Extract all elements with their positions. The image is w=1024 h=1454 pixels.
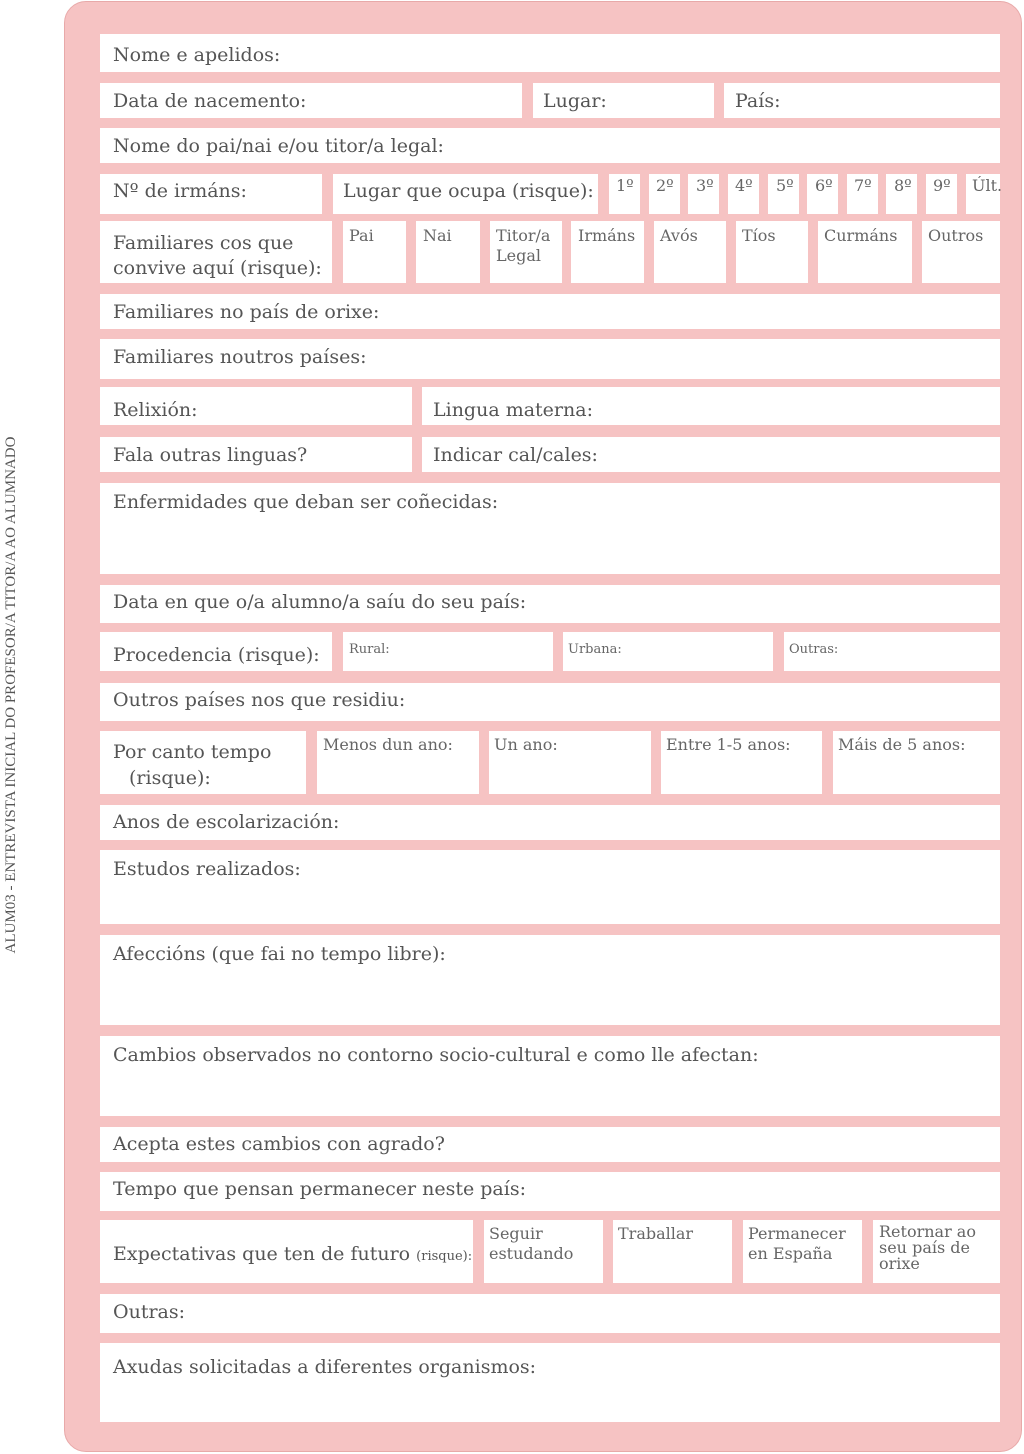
order-option-1-label: 1º: [616, 176, 634, 195]
future-option-keep-studying-line2: estudando: [489, 1244, 574, 1263]
order-option-2-label: 2º: [656, 176, 674, 195]
cohabiting-family-label-line2: convive aquí (risque):: [113, 257, 322, 279]
schooling-years-label: Anos de escolarización:: [113, 811, 340, 833]
cohabiting-family-label-line1: Familiares cos que: [113, 232, 294, 254]
order-option-last-label: Últ.: [972, 176, 1003, 195]
country-label: País:: [735, 90, 781, 112]
illnesses-label: Enfermidades que deban ser coñecidas:: [113, 491, 499, 513]
origin-type-label: Procedencia (risque):: [113, 644, 320, 666]
family-option-father-label: Pai: [349, 226, 374, 245]
future-option-stay-spain-line2: en España: [748, 1244, 833, 1263]
studies-label: Estudos realizados:: [113, 858, 301, 880]
other-expectations-field[interactable]: [100, 1294, 1000, 1333]
order-option-9-label: 9º: [933, 176, 951, 195]
family-option-grandparents-label: Avós: [660, 226, 698, 245]
family-option-others-label: Outros: [928, 226, 984, 245]
accepts-changes-label: Acepta estes cambios con agrado?: [113, 1133, 445, 1155]
mother-tongue-label: Lingua materna:: [433, 399, 593, 421]
expectations-note: (risque):: [416, 1249, 473, 1264]
duration-label-line1: Por canto tempo: [113, 741, 272, 763]
form-code-label: ALUM03 - ENTREVISTA INICIAL DO PROFESOR/A TITOR/A AO ALUMNADO: [3, 436, 19, 954]
family-origin-country-label: Familiares no país de orixe:: [113, 301, 380, 323]
order-option-8-label: 8º: [894, 176, 912, 195]
birth-place-label: Lugar:: [543, 90, 607, 112]
siblings-count-label: Nº de irmáns:: [113, 180, 247, 202]
future-option-work-label: Traballar: [618, 1224, 694, 1243]
expectations-label: [113, 1242, 472, 1269]
expectations-label-text: Expectativas que ten de futuro: [113, 1243, 411, 1265]
stay-duration-label: Tempo que pensan permanecer neste país:: [113, 1178, 526, 1200]
family-option-siblings-label: Irmáns: [578, 226, 636, 245]
duration-option-less-one-label: Menos dun ano:: [323, 735, 453, 754]
origin-option-urban-label: Urbana:: [568, 642, 622, 657]
changes-label: Cambios observados no contorno socio-cultural e como lle afectan:: [113, 1044, 759, 1066]
future-option-return-home-line2: seu país de: [879, 1238, 970, 1257]
family-option-cousins-label: Curmáns: [824, 226, 898, 245]
order-option-6-label: 6º: [815, 176, 833, 195]
order-option-3-label: 3º: [696, 176, 714, 195]
requested-aid-label: Axudas solicitadas a diferentes organismos:: [113, 1356, 537, 1378]
which-languages-label: Indicar cal/cales:: [433, 444, 598, 466]
religion-label: Relixión:: [113, 399, 198, 421]
order-option-5-label: 5º: [776, 176, 794, 195]
future-option-stay-spain-line1: Permanecer: [748, 1224, 846, 1243]
duration-option-more-five-label: Máis de 5 anos:: [838, 735, 966, 754]
departure-date-label: Data en que o/a alumno/a saíu do seu país:: [113, 591, 527, 613]
future-option-return-home-line3: orixe: [879, 1254, 920, 1273]
hobbies-label: Afeccións (que fai no tempo libre):: [113, 943, 446, 965]
order-option-7-label: 7º: [854, 176, 872, 195]
birth-order-label: Lugar que ocupa (risque):: [343, 180, 594, 202]
other-languages-label: Fala outras linguas?: [113, 444, 308, 466]
duration-option-1-5-label: Entre 1-5 anos:: [666, 735, 791, 754]
future-option-keep-studying-line1: Seguir: [489, 1224, 543, 1243]
origin-option-rural-label: Rural:: [349, 642, 390, 657]
name-label: Nome e apelidos:: [113, 44, 281, 66]
future-option-return-home-line1: Retornar ao: [879, 1222, 976, 1241]
family-option-uncles-label: Tíos: [742, 226, 776, 245]
family-option-guardian-label-line1: Titor/a: [496, 226, 551, 245]
other-residence-countries-label: Outros países nos que residiu:: [113, 689, 406, 711]
family-option-mother-label: Nai: [423, 226, 452, 245]
family-other-countries-label: Familiares noutros países:: [113, 346, 367, 368]
birth-date-label: Data de nacemento:: [113, 90, 307, 112]
other-expectations-label: Outras:: [113, 1301, 186, 1323]
origin-option-other-label: Outras:: [789, 642, 839, 657]
order-option-4-label: 4º: [735, 176, 753, 195]
family-option-guardian-label-line2: Legal: [496, 246, 541, 265]
guardian-name-label: Nome do pai/nai e/ou titor/a legal:: [113, 135, 444, 157]
duration-option-one-label: Un ano:: [494, 735, 558, 754]
duration-label-line2: (risque):: [129, 767, 211, 789]
